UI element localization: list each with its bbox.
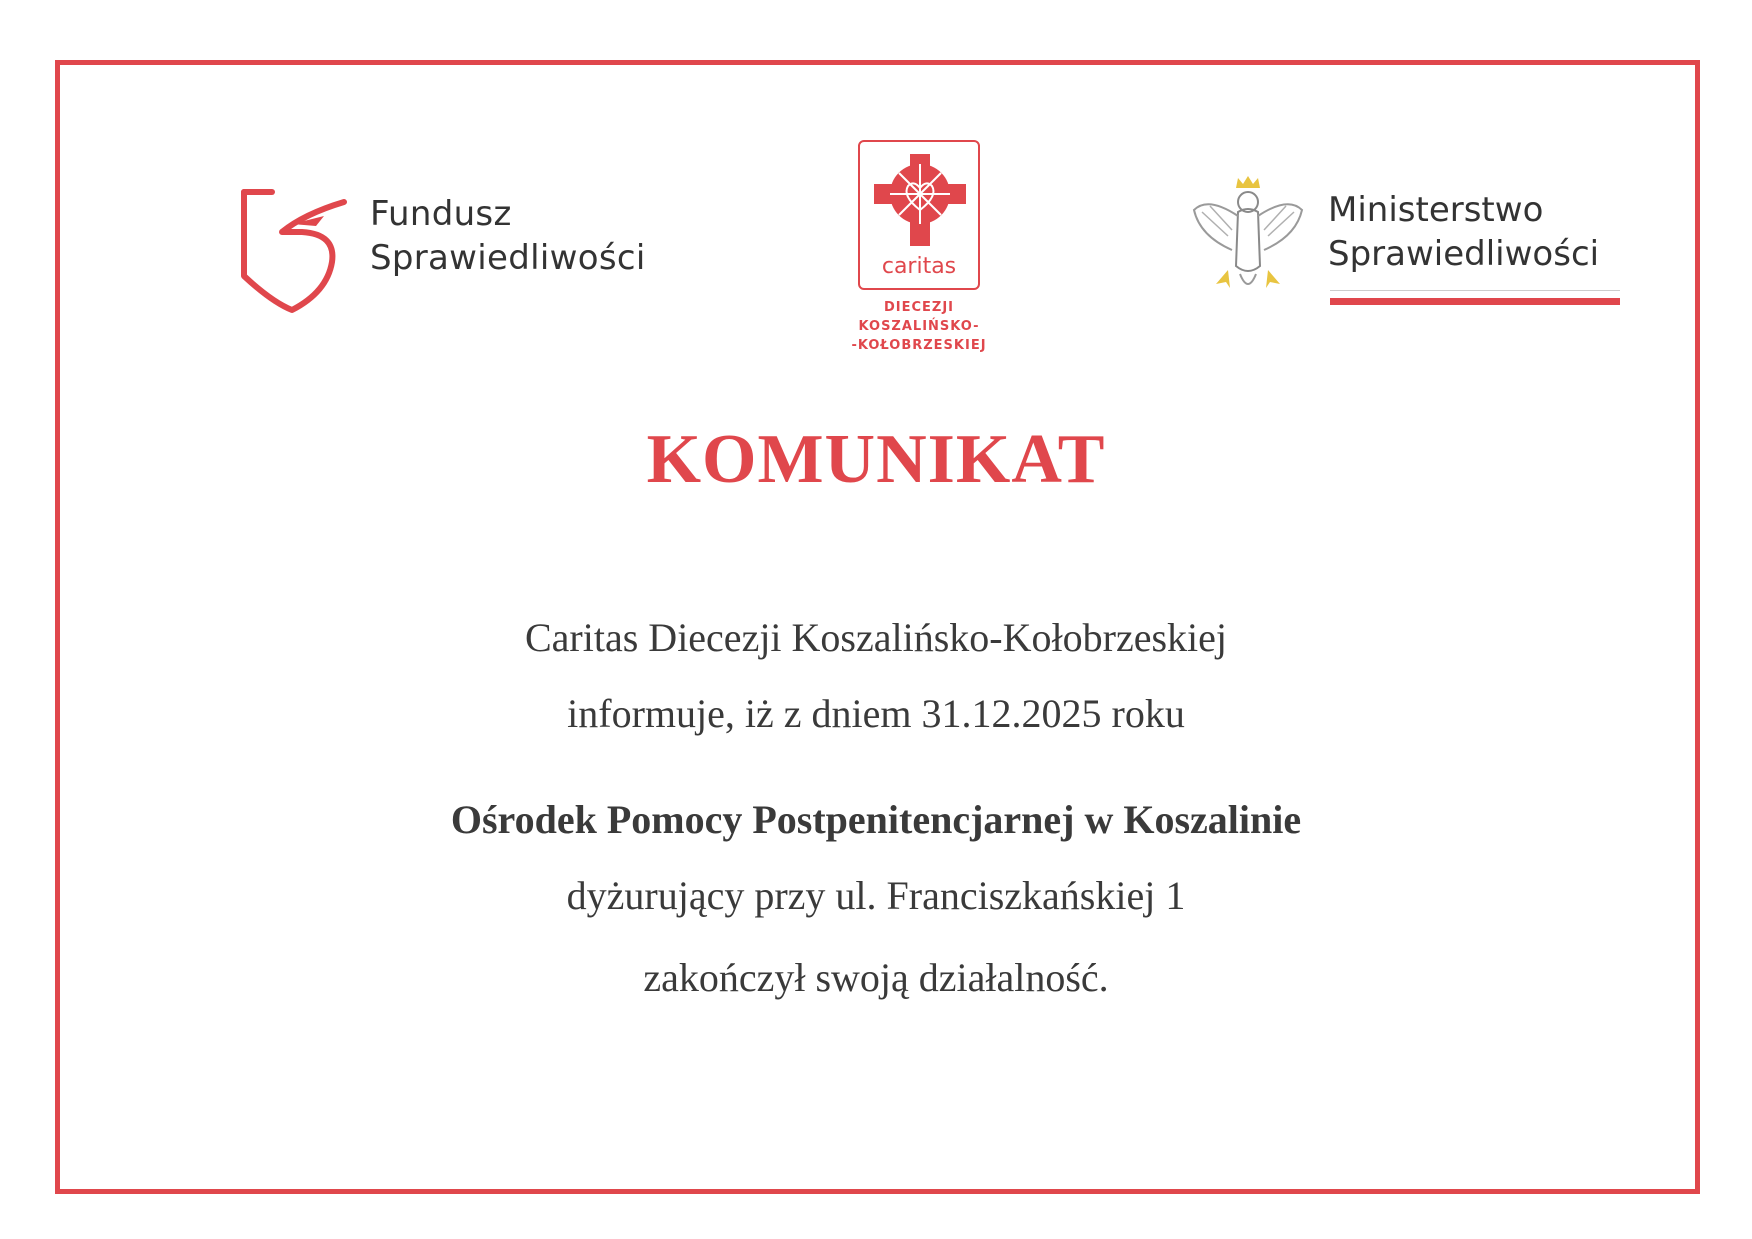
ministerstwo-line2: Sprawiedliwości (1328, 234, 1600, 274)
body-line-5: zakończył swoją działalność. (643, 955, 1109, 1000)
ministerstwo-logo (1188, 176, 1628, 326)
caritas-subtitle (838, 298, 1000, 355)
fundusz-line2: Sprawiedliwości (370, 238, 646, 278)
document-title: KOMUNIKAT (646, 421, 1106, 498)
caritas-cross-icon (870, 150, 970, 250)
caritas-word: caritas (881, 254, 957, 279)
caritas-logo-box (858, 140, 980, 290)
body-line-4: dyżurujący przy ul. Franciszkańskiej 1 (566, 873, 1186, 918)
caritas-sub-line1: DIECEZJI (883, 300, 955, 315)
fundusz-logo (232, 184, 682, 319)
eagle-shield-icon (232, 184, 352, 319)
caritas-logo (838, 138, 1028, 368)
ministerstwo-thin-rule (1330, 290, 1620, 291)
white-eagle-emblem-icon (1188, 176, 1318, 311)
ministerstwo-red-bar (1330, 298, 1620, 305)
caritas-sub-line3: -KOŁOBRZESKIEJ (851, 338, 987, 353)
body-line-1: Caritas Diecezji Koszalińsko-Kołobrzeskiej (525, 615, 1227, 660)
body-line-2: informuje, iż z dniem 31.12.2025 roku (567, 691, 1185, 736)
caritas-sub-line2: KOSZALIŃSKO- (858, 319, 980, 334)
fundusz-line1: Fundusz (370, 194, 512, 234)
body-line-3: Ośrodek Pomocy Postpenitencjarnej w Koszalinie (450, 797, 1302, 842)
ministerstwo-line1: Ministerstwo (1328, 190, 1544, 230)
